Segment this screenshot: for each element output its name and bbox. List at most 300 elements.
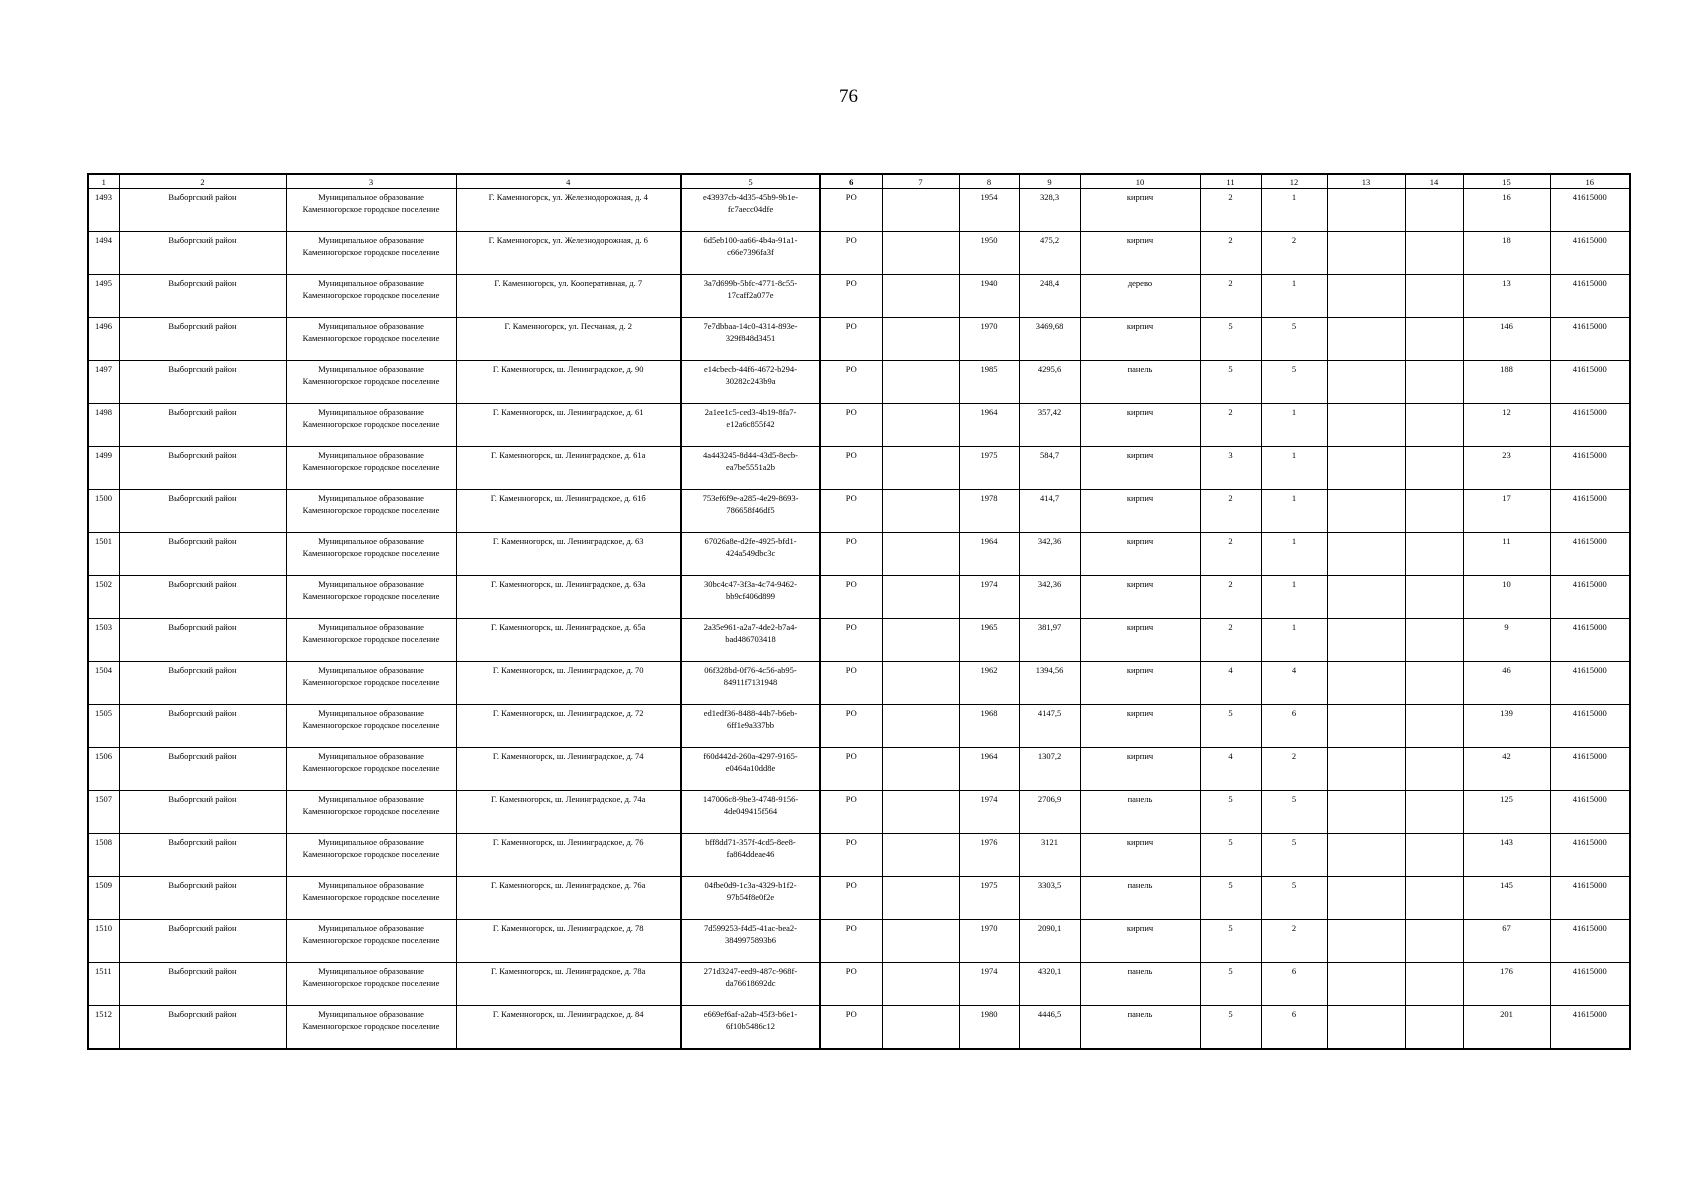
cell-management-type: РО — [820, 834, 882, 877]
cell-column-13 — [1327, 791, 1405, 834]
cell-column-14 — [1405, 318, 1463, 361]
cell-entrances: 2 — [1261, 232, 1327, 275]
cell-column-14 — [1405, 189, 1463, 232]
column-header-1: 1 — [88, 174, 119, 189]
cell-entrances: 5 — [1261, 834, 1327, 877]
cell-municipality: Муниципальное образование Каменногорское городское поселение — [286, 404, 456, 447]
cell-management-type: РО — [820, 791, 882, 834]
cell-municipality: Муниципальное образование Каменногорское городское поселение — [286, 447, 456, 490]
cell-row-number: 1501 — [88, 533, 119, 576]
cell-column-13 — [1327, 447, 1405, 490]
cell-house-guid: ed1edf36-8488-44b7-b6eb-6ff1e9a337bb — [681, 705, 820, 748]
cell-oktmo-code: 41615000 — [1550, 963, 1630, 1006]
cell-column-14 — [1405, 1006, 1463, 1050]
cell-oktmo-code: 41615000 — [1550, 361, 1630, 404]
cell-address: Г. Каменногорск, ул. Кооперативная, д. 7 — [456, 275, 681, 318]
table-row — [88, 404, 1630, 447]
column-header-8: 8 — [959, 174, 1019, 189]
cell-house-guid: 7e7dbbaa-14c0-4314-893e-329f848d3451 — [681, 318, 820, 361]
column-header-10: 10 — [1080, 174, 1200, 189]
table-row — [88, 361, 1630, 404]
cell-row-number: 1505 — [88, 705, 119, 748]
cell-floors: 5 — [1200, 705, 1261, 748]
cell-row-number: 1511 — [88, 963, 119, 1006]
column-header-16: 16 — [1550, 174, 1630, 189]
column-header-12: 12 — [1261, 174, 1327, 189]
cell-residents: 17 — [1463, 490, 1550, 533]
cell-wall-material: кирпич — [1080, 318, 1200, 361]
cell-oktmo-code: 41615000 — [1550, 404, 1630, 447]
cell-column-7 — [882, 1006, 959, 1050]
table-row — [88, 748, 1630, 791]
column-header-15: 15 — [1463, 174, 1550, 189]
cell-district: Выборгский район — [119, 619, 286, 662]
cell-column-13 — [1327, 533, 1405, 576]
cell-entrances: 2 — [1261, 748, 1327, 791]
cell-district: Выборгский район — [119, 705, 286, 748]
cell-residents: 18 — [1463, 232, 1550, 275]
cell-residents: 67 — [1463, 920, 1550, 963]
cell-floors: 5 — [1200, 920, 1261, 963]
cell-column-7 — [882, 490, 959, 533]
cell-management-type: РО — [820, 447, 882, 490]
cell-entrances: 1 — [1261, 404, 1327, 447]
cell-column-13 — [1327, 877, 1405, 920]
cell-area: 414,7 — [1019, 490, 1080, 533]
cell-column-14 — [1405, 232, 1463, 275]
table-row — [88, 963, 1630, 1006]
cell-column-7 — [882, 791, 959, 834]
table-row — [88, 189, 1630, 232]
cell-management-type: РО — [820, 662, 882, 705]
column-header-5: 5 — [681, 174, 820, 189]
cell-row-number: 1494 — [88, 232, 119, 275]
cell-residents: 146 — [1463, 318, 1550, 361]
cell-address: Г. Каменногорск, ш. Ленинградское, д. 78а — [456, 963, 681, 1006]
cell-row-number: 1506 — [88, 748, 119, 791]
cell-area: 381,97 — [1019, 619, 1080, 662]
cell-management-type: РО — [820, 576, 882, 619]
cell-area: 584,7 — [1019, 447, 1080, 490]
table-row — [88, 705, 1630, 748]
cell-column-7 — [882, 576, 959, 619]
cell-residents: 176 — [1463, 963, 1550, 1006]
cell-district: Выборгский район — [119, 490, 286, 533]
cell-wall-material: кирпич — [1080, 748, 1200, 791]
cell-floors: 2 — [1200, 619, 1261, 662]
cell-area: 1307,2 — [1019, 748, 1080, 791]
cell-area: 2090,1 — [1019, 920, 1080, 963]
cell-wall-material: кирпич — [1080, 662, 1200, 705]
cell-wall-material: панель — [1080, 361, 1200, 404]
cell-row-number: 1512 — [88, 1006, 119, 1050]
cell-column-13 — [1327, 619, 1405, 662]
cell-management-type: РО — [820, 189, 882, 232]
cell-row-number: 1497 — [88, 361, 119, 404]
table-row — [88, 447, 1630, 490]
cell-residents: 201 — [1463, 1006, 1550, 1050]
cell-build-year: 1940 — [959, 275, 1019, 318]
cell-house-guid: 30bc4c47-3f3a-4c74-9462-bb9cf406d899 — [681, 576, 820, 619]
cell-column-14 — [1405, 662, 1463, 705]
cell-wall-material: кирпич — [1080, 490, 1200, 533]
cell-house-guid: 06f328bd-0f76-4c56-ab95-84911f7131948 — [681, 662, 820, 705]
cell-floors: 5 — [1200, 791, 1261, 834]
cell-floors: 2 — [1200, 275, 1261, 318]
cell-entrances: 5 — [1261, 791, 1327, 834]
cell-municipality: Муниципальное образование Каменногорское городское поселение — [286, 877, 456, 920]
cell-address: Г. Каменногорск, ш. Ленинградское, д. 78 — [456, 920, 681, 963]
cell-entrances: 6 — [1261, 963, 1327, 1006]
cell-municipality: Муниципальное образование Каменногорское городское поселение — [286, 275, 456, 318]
cell-column-7 — [882, 361, 959, 404]
cell-column-7 — [882, 877, 959, 920]
cell-house-guid: e43937cb-4d35-45b9-9b1e-fc7aecc04dfe — [681, 189, 820, 232]
cell-row-number: 1509 — [88, 877, 119, 920]
cell-floors: 4 — [1200, 662, 1261, 705]
cell-column-7 — [882, 748, 959, 791]
cell-floors: 2 — [1200, 189, 1261, 232]
cell-address: Г. Каменногорск, ш. Ленинградское, д. 74а — [456, 791, 681, 834]
cell-district: Выборгский район — [119, 748, 286, 791]
table-row — [88, 1006, 1630, 1050]
cell-column-13 — [1327, 189, 1405, 232]
cell-wall-material: кирпич — [1080, 189, 1200, 232]
cell-build-year: 1970 — [959, 318, 1019, 361]
cell-house-guid: 7d599253-f4d5-41ac-bea2-3849975893b6 — [681, 920, 820, 963]
cell-address: Г. Каменногорск, ш. Ленинградское, д. 76 — [456, 834, 681, 877]
cell-column-14 — [1405, 834, 1463, 877]
cell-column-13 — [1327, 490, 1405, 533]
cell-district: Выборгский район — [119, 920, 286, 963]
cell-entrances: 1 — [1261, 619, 1327, 662]
cell-column-14 — [1405, 404, 1463, 447]
cell-row-number: 1502 — [88, 576, 119, 619]
cell-area: 342,36 — [1019, 533, 1080, 576]
column-header-2: 2 — [119, 174, 286, 189]
cell-column-14 — [1405, 619, 1463, 662]
table-header-row — [88, 174, 1630, 189]
cell-wall-material: панель — [1080, 877, 1200, 920]
cell-build-year: 1974 — [959, 791, 1019, 834]
cell-address: Г. Каменногорск, ш. Ленинградское, д. 84 — [456, 1006, 681, 1050]
cell-municipality: Муниципальное образование Каменногорское городское поселение — [286, 189, 456, 232]
column-header-9: 9 — [1019, 174, 1080, 189]
cell-management-type: РО — [820, 705, 882, 748]
cell-municipality: Муниципальное образование Каменногорское городское поселение — [286, 1006, 456, 1050]
cell-district: Выборгский район — [119, 189, 286, 232]
cell-oktmo-code: 41615000 — [1550, 877, 1630, 920]
cell-column-7 — [882, 533, 959, 576]
table-row — [88, 318, 1630, 361]
cell-floors: 5 — [1200, 318, 1261, 361]
cell-column-7 — [882, 963, 959, 1006]
cell-entrances: 4 — [1261, 662, 1327, 705]
cell-floors: 5 — [1200, 834, 1261, 877]
cell-column-14 — [1405, 748, 1463, 791]
cell-oktmo-code: 41615000 — [1550, 490, 1630, 533]
housing-registry-table — [87, 173, 1631, 1050]
cell-wall-material: кирпич — [1080, 447, 1200, 490]
cell-build-year: 1964 — [959, 404, 1019, 447]
cell-municipality: Муниципальное образование Каменногорское городское поселение — [286, 318, 456, 361]
cell-house-guid: 753ef6f9e-a285-4e29-8693-786658f46df5 — [681, 490, 820, 533]
table-body — [88, 189, 1630, 1050]
cell-floors: 2 — [1200, 576, 1261, 619]
cell-management-type: РО — [820, 490, 882, 533]
cell-area: 357,42 — [1019, 404, 1080, 447]
cell-residents: 46 — [1463, 662, 1550, 705]
cell-municipality: Муниципальное образование Каменногорское городское поселение — [286, 619, 456, 662]
cell-district: Выборгский район — [119, 318, 286, 361]
cell-district: Выборгский район — [119, 1006, 286, 1050]
cell-address: Г. Каменногорск, ш. Ленинградское, д. 63а — [456, 576, 681, 619]
cell-residents: 13 — [1463, 275, 1550, 318]
cell-build-year: 1985 — [959, 361, 1019, 404]
cell-address: Г. Каменногорск, ш. Ленинградское, д. 76а — [456, 877, 681, 920]
cell-column-7 — [882, 619, 959, 662]
cell-column-13 — [1327, 748, 1405, 791]
cell-wall-material: кирпич — [1080, 705, 1200, 748]
cell-row-number: 1503 — [88, 619, 119, 662]
cell-entrances: 1 — [1261, 490, 1327, 533]
cell-management-type: РО — [820, 232, 882, 275]
cell-oktmo-code: 41615000 — [1550, 533, 1630, 576]
cell-district: Выборгский район — [119, 662, 286, 705]
cell-residents: 12 — [1463, 404, 1550, 447]
cell-row-number: 1508 — [88, 834, 119, 877]
table-row — [88, 662, 1630, 705]
cell-row-number: 1495 — [88, 275, 119, 318]
cell-house-guid: 2a35e961-a2a7-4de2-b7a4-bad486703418 — [681, 619, 820, 662]
cell-municipality: Муниципальное образование Каменногорское городское поселение — [286, 232, 456, 275]
cell-management-type: РО — [820, 275, 882, 318]
cell-column-13 — [1327, 1006, 1405, 1050]
cell-build-year: 1975 — [959, 877, 1019, 920]
cell-column-14 — [1405, 705, 1463, 748]
cell-column-7 — [882, 318, 959, 361]
cell-build-year: 1970 — [959, 920, 1019, 963]
cell-build-year: 1950 — [959, 232, 1019, 275]
cell-management-type: РО — [820, 748, 882, 791]
cell-district: Выборгский район — [119, 533, 286, 576]
cell-municipality: Муниципальное образование Каменногорское городское поселение — [286, 576, 456, 619]
cell-residents: 9 — [1463, 619, 1550, 662]
cell-district: Выборгский район — [119, 877, 286, 920]
cell-residents: 42 — [1463, 748, 1550, 791]
cell-district: Выборгский район — [119, 963, 286, 1006]
cell-residents: 145 — [1463, 877, 1550, 920]
cell-wall-material: панель — [1080, 963, 1200, 1006]
cell-column-13 — [1327, 662, 1405, 705]
cell-municipality: Муниципальное образование Каменногорское городское поселение — [286, 533, 456, 576]
cell-column-13 — [1327, 963, 1405, 1006]
cell-floors: 5 — [1200, 361, 1261, 404]
cell-column-13 — [1327, 576, 1405, 619]
cell-entrances: 6 — [1261, 1006, 1327, 1050]
cell-area: 1394,56 — [1019, 662, 1080, 705]
cell-entrances: 1 — [1261, 189, 1327, 232]
cell-row-number: 1507 — [88, 791, 119, 834]
table-row — [88, 877, 1630, 920]
cell-floors: 2 — [1200, 404, 1261, 447]
cell-entrances: 5 — [1261, 318, 1327, 361]
cell-district: Выборгский район — [119, 447, 286, 490]
cell-column-13 — [1327, 275, 1405, 318]
cell-area: 3303,5 — [1019, 877, 1080, 920]
cell-residents: 10 — [1463, 576, 1550, 619]
cell-entrances: 1 — [1261, 275, 1327, 318]
cell-district: Выборгский район — [119, 275, 286, 318]
cell-column-7 — [882, 705, 959, 748]
cell-house-guid: 147006c8-9be3-4748-9156-4de049415f564 — [681, 791, 820, 834]
cell-oktmo-code: 41615000 — [1550, 920, 1630, 963]
cell-wall-material: панель — [1080, 791, 1200, 834]
cell-build-year: 1976 — [959, 834, 1019, 877]
cell-house-guid: 6d5eb100-aa66-4b4a-91a1-c66e7396fa3f — [681, 232, 820, 275]
cell-build-year: 1974 — [959, 963, 1019, 1006]
cell-wall-material: кирпич — [1080, 920, 1200, 963]
cell-house-guid: e14cbecb-44f6-4672-b294-30282c243b9a — [681, 361, 820, 404]
cell-area: 475,2 — [1019, 232, 1080, 275]
cell-floors: 2 — [1200, 232, 1261, 275]
cell-column-7 — [882, 275, 959, 318]
cell-build-year: 1974 — [959, 576, 1019, 619]
cell-district: Выборгский район — [119, 404, 286, 447]
cell-column-14 — [1405, 920, 1463, 963]
cell-residents: 143 — [1463, 834, 1550, 877]
cell-management-type: РО — [820, 963, 882, 1006]
cell-residents: 188 — [1463, 361, 1550, 404]
cell-column-7 — [882, 662, 959, 705]
cell-address: Г. Каменногорск, ул. Песчаная, д. 2 — [456, 318, 681, 361]
cell-address: Г. Каменногорск, ш. Ленинградское, д. 90 — [456, 361, 681, 404]
cell-row-number: 1493 — [88, 189, 119, 232]
cell-build-year: 1978 — [959, 490, 1019, 533]
cell-column-13 — [1327, 361, 1405, 404]
cell-area: 4446,5 — [1019, 1006, 1080, 1050]
cell-house-guid: 67026a8e-d2fe-4925-bfd1-424a549dbc3c — [681, 533, 820, 576]
cell-area: 4320,1 — [1019, 963, 1080, 1006]
cell-column-13 — [1327, 705, 1405, 748]
cell-build-year: 1980 — [959, 1006, 1019, 1050]
cell-management-type: РО — [820, 619, 882, 662]
cell-floors: 5 — [1200, 963, 1261, 1006]
cell-house-guid: bff8dd71-357f-4cd5-8ee8-fa864ddeae46 — [681, 834, 820, 877]
cell-column-14 — [1405, 361, 1463, 404]
cell-row-number: 1510 — [88, 920, 119, 963]
table-row — [88, 619, 1630, 662]
cell-row-number: 1499 — [88, 447, 119, 490]
cell-floors: 5 — [1200, 877, 1261, 920]
cell-house-guid: 04fbe0d9-1c3a-4329-b1f2-97b54f8e0f2e — [681, 877, 820, 920]
cell-build-year: 1964 — [959, 748, 1019, 791]
cell-address: Г. Каменногорск, ш. Ленинградское, д. 70 — [456, 662, 681, 705]
cell-house-guid: 3a7d699b-5bfc-4771-8c55-17caff2a077e — [681, 275, 820, 318]
cell-oktmo-code: 41615000 — [1550, 189, 1630, 232]
cell-district: Выборгский район — [119, 232, 286, 275]
cell-column-7 — [882, 920, 959, 963]
cell-oktmo-code: 41615000 — [1550, 275, 1630, 318]
cell-column-13 — [1327, 920, 1405, 963]
table-row — [88, 920, 1630, 963]
cell-district: Выборгский район — [119, 576, 286, 619]
cell-area: 3469,68 — [1019, 318, 1080, 361]
cell-oktmo-code: 41615000 — [1550, 662, 1630, 705]
cell-oktmo-code: 41615000 — [1550, 834, 1630, 877]
cell-address: Г. Каменногорск, ш. Ленинградское, д. 74 — [456, 748, 681, 791]
cell-municipality: Муниципальное образование Каменногорское городское поселение — [286, 791, 456, 834]
cell-build-year: 1968 — [959, 705, 1019, 748]
cell-management-type: РО — [820, 318, 882, 361]
cell-area: 4147,5 — [1019, 705, 1080, 748]
cell-column-14 — [1405, 877, 1463, 920]
cell-house-guid: f60d442d-260a-4297-9165-e0464a10dd8e — [681, 748, 820, 791]
cell-house-guid: e669ef6af-a2ab-45f3-b6e1-6f10b5486c12 — [681, 1006, 820, 1050]
cell-floors: 2 — [1200, 490, 1261, 533]
cell-management-type: РО — [820, 920, 882, 963]
cell-wall-material: кирпич — [1080, 533, 1200, 576]
cell-build-year: 1975 — [959, 447, 1019, 490]
cell-management-type: РО — [820, 404, 882, 447]
cell-floors: 3 — [1200, 447, 1261, 490]
cell-column-7 — [882, 404, 959, 447]
cell-build-year: 1954 — [959, 189, 1019, 232]
cell-address: Г. Каменногорск, ул. Железнодорожная, д. 4 — [456, 189, 681, 232]
cell-district: Выборгский район — [119, 834, 286, 877]
cell-oktmo-code: 41615000 — [1550, 705, 1630, 748]
cell-wall-material: панель — [1080, 1006, 1200, 1050]
table-row — [88, 232, 1630, 275]
cell-row-number: 1498 — [88, 404, 119, 447]
cell-column-14 — [1405, 576, 1463, 619]
cell-address: Г. Каменногорск, ш. Ленинградское, д. 65а — [456, 619, 681, 662]
cell-house-guid: 4a443245-8d44-43d5-8ecb-ea7be5551a2b — [681, 447, 820, 490]
cell-address: Г. Каменногорск, ул. Железнодорожная, д. 6 — [456, 232, 681, 275]
cell-row-number: 1496 — [88, 318, 119, 361]
cell-wall-material: кирпич — [1080, 834, 1200, 877]
cell-management-type: РО — [820, 1006, 882, 1050]
cell-build-year: 1962 — [959, 662, 1019, 705]
cell-column-7 — [882, 834, 959, 877]
cell-wall-material: кирпич — [1080, 576, 1200, 619]
cell-house-guid: 2a1ee1c5-ced3-4b19-8fa7-e12a6c855f42 — [681, 404, 820, 447]
cell-management-type: РО — [820, 533, 882, 576]
cell-area: 248,4 — [1019, 275, 1080, 318]
cell-district: Выборгский район — [119, 791, 286, 834]
cell-oktmo-code: 41615000 — [1550, 748, 1630, 791]
cell-oktmo-code: 41615000 — [1550, 1006, 1630, 1050]
table-row — [88, 834, 1630, 877]
cell-area: 3121 — [1019, 834, 1080, 877]
cell-entrances: 6 — [1261, 705, 1327, 748]
table-row — [88, 576, 1630, 619]
cell-column-13 — [1327, 232, 1405, 275]
cell-house-guid: 271d3247-eed9-487c-968f-da76618692dc — [681, 963, 820, 1006]
cell-oktmo-code: 41615000 — [1550, 447, 1630, 490]
cell-row-number: 1500 — [88, 490, 119, 533]
cell-build-year: 1965 — [959, 619, 1019, 662]
cell-area: 2706,9 — [1019, 791, 1080, 834]
cell-floors: 4 — [1200, 748, 1261, 791]
column-header-3: 3 — [286, 174, 456, 189]
cell-municipality: Муниципальное образование Каменногорское городское поселение — [286, 963, 456, 1006]
cell-oktmo-code: 41615000 — [1550, 619, 1630, 662]
table-row — [88, 275, 1630, 318]
column-header-13: 13 — [1327, 174, 1405, 189]
cell-column-7 — [882, 189, 959, 232]
column-header-6: 6 — [820, 174, 882, 189]
